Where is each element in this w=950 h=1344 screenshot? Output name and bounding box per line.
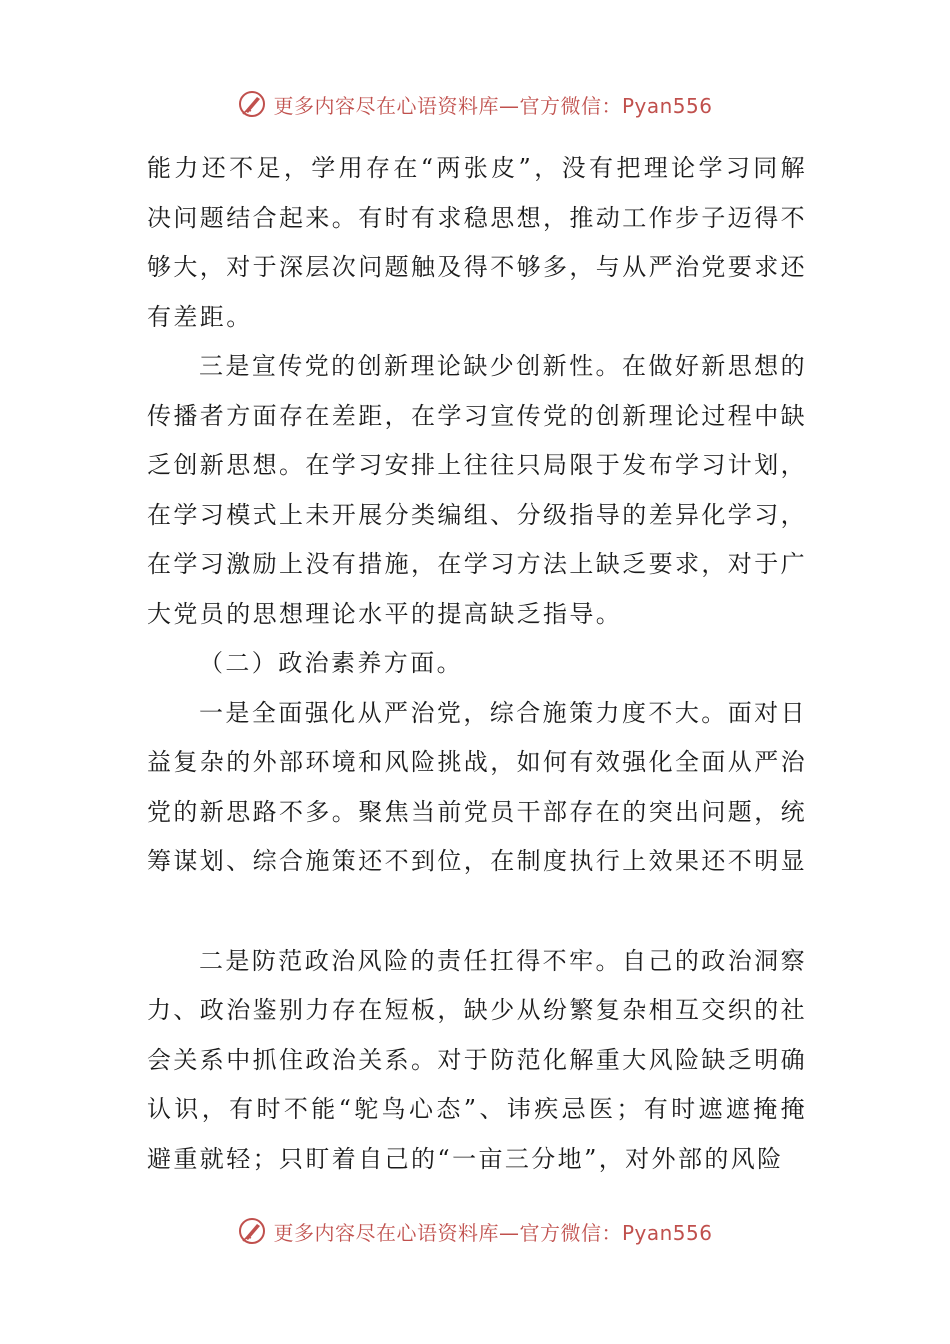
paragraph-gap xyxy=(147,887,807,937)
paragraph-point-one: 一是全面强化从严治党，综合施策力度不大。面对日益复杂的外部环境和风险挑战，如何有效强化全面从严治党的新思路不多。聚焦当前党员干部存在的突出问题，统筹谋划、综合施策还不到位，在制度执行上效果还不明显 xyxy=(147,698,807,875)
footer-banner xyxy=(0,1211,950,1251)
paragraph-point-two: 二是防范政治风险的责任扛得不牢。自己的政治洞察力、政治鉴别力存在短板，缺少从纷繁复杂相互交织的社会关系中抓住政治关系。对于防范化解重大风险缺乏明确认识，有时不能“鸵鸟心态”、讳疾忌医；有时遮遮掩掩避重就轻；只盯着自己的“一亩三分地”，对外部的风险 xyxy=(147,946,807,1173)
section-heading-political-literacy: （二）政治素养方面。 xyxy=(199,649,463,677)
banner-text: 更多内容尽在心语资料库—官方微信：Pyan556 xyxy=(273,1220,713,1245)
paragraph-continuation: 能力还不足，学用存在“两张皮”，没有把理论学习同解决问题结合起来。有时有求稳思想，推动工作步子迈得不够大，对于深层次问题触及得不够多，与从严治党要求还有差距。 xyxy=(147,154,807,331)
quill-pen-logo-icon xyxy=(237,1216,267,1246)
header-banner xyxy=(0,84,950,124)
banner-text: 更多内容尽在心语资料库—官方微信：Pyan556 xyxy=(273,93,713,118)
paragraph-point-three: 三是宣传党的创新理论缺少创新性。在做好新思想的传播者方面存在差距，在学习宣传党的创新理论过程中缺乏创新思想。在学习安排上往往只局限于发布学习计划，在学习模式上未开展分类编组、分级指导的差异化学习，在学习激励上没有措施，在学习方法上缺乏要求，对于广大党员的思想理论水平的提高缺乏指导。 xyxy=(147,352,807,628)
quill-pen-logo-icon xyxy=(237,89,267,119)
document-body xyxy=(147,144,807,1184)
